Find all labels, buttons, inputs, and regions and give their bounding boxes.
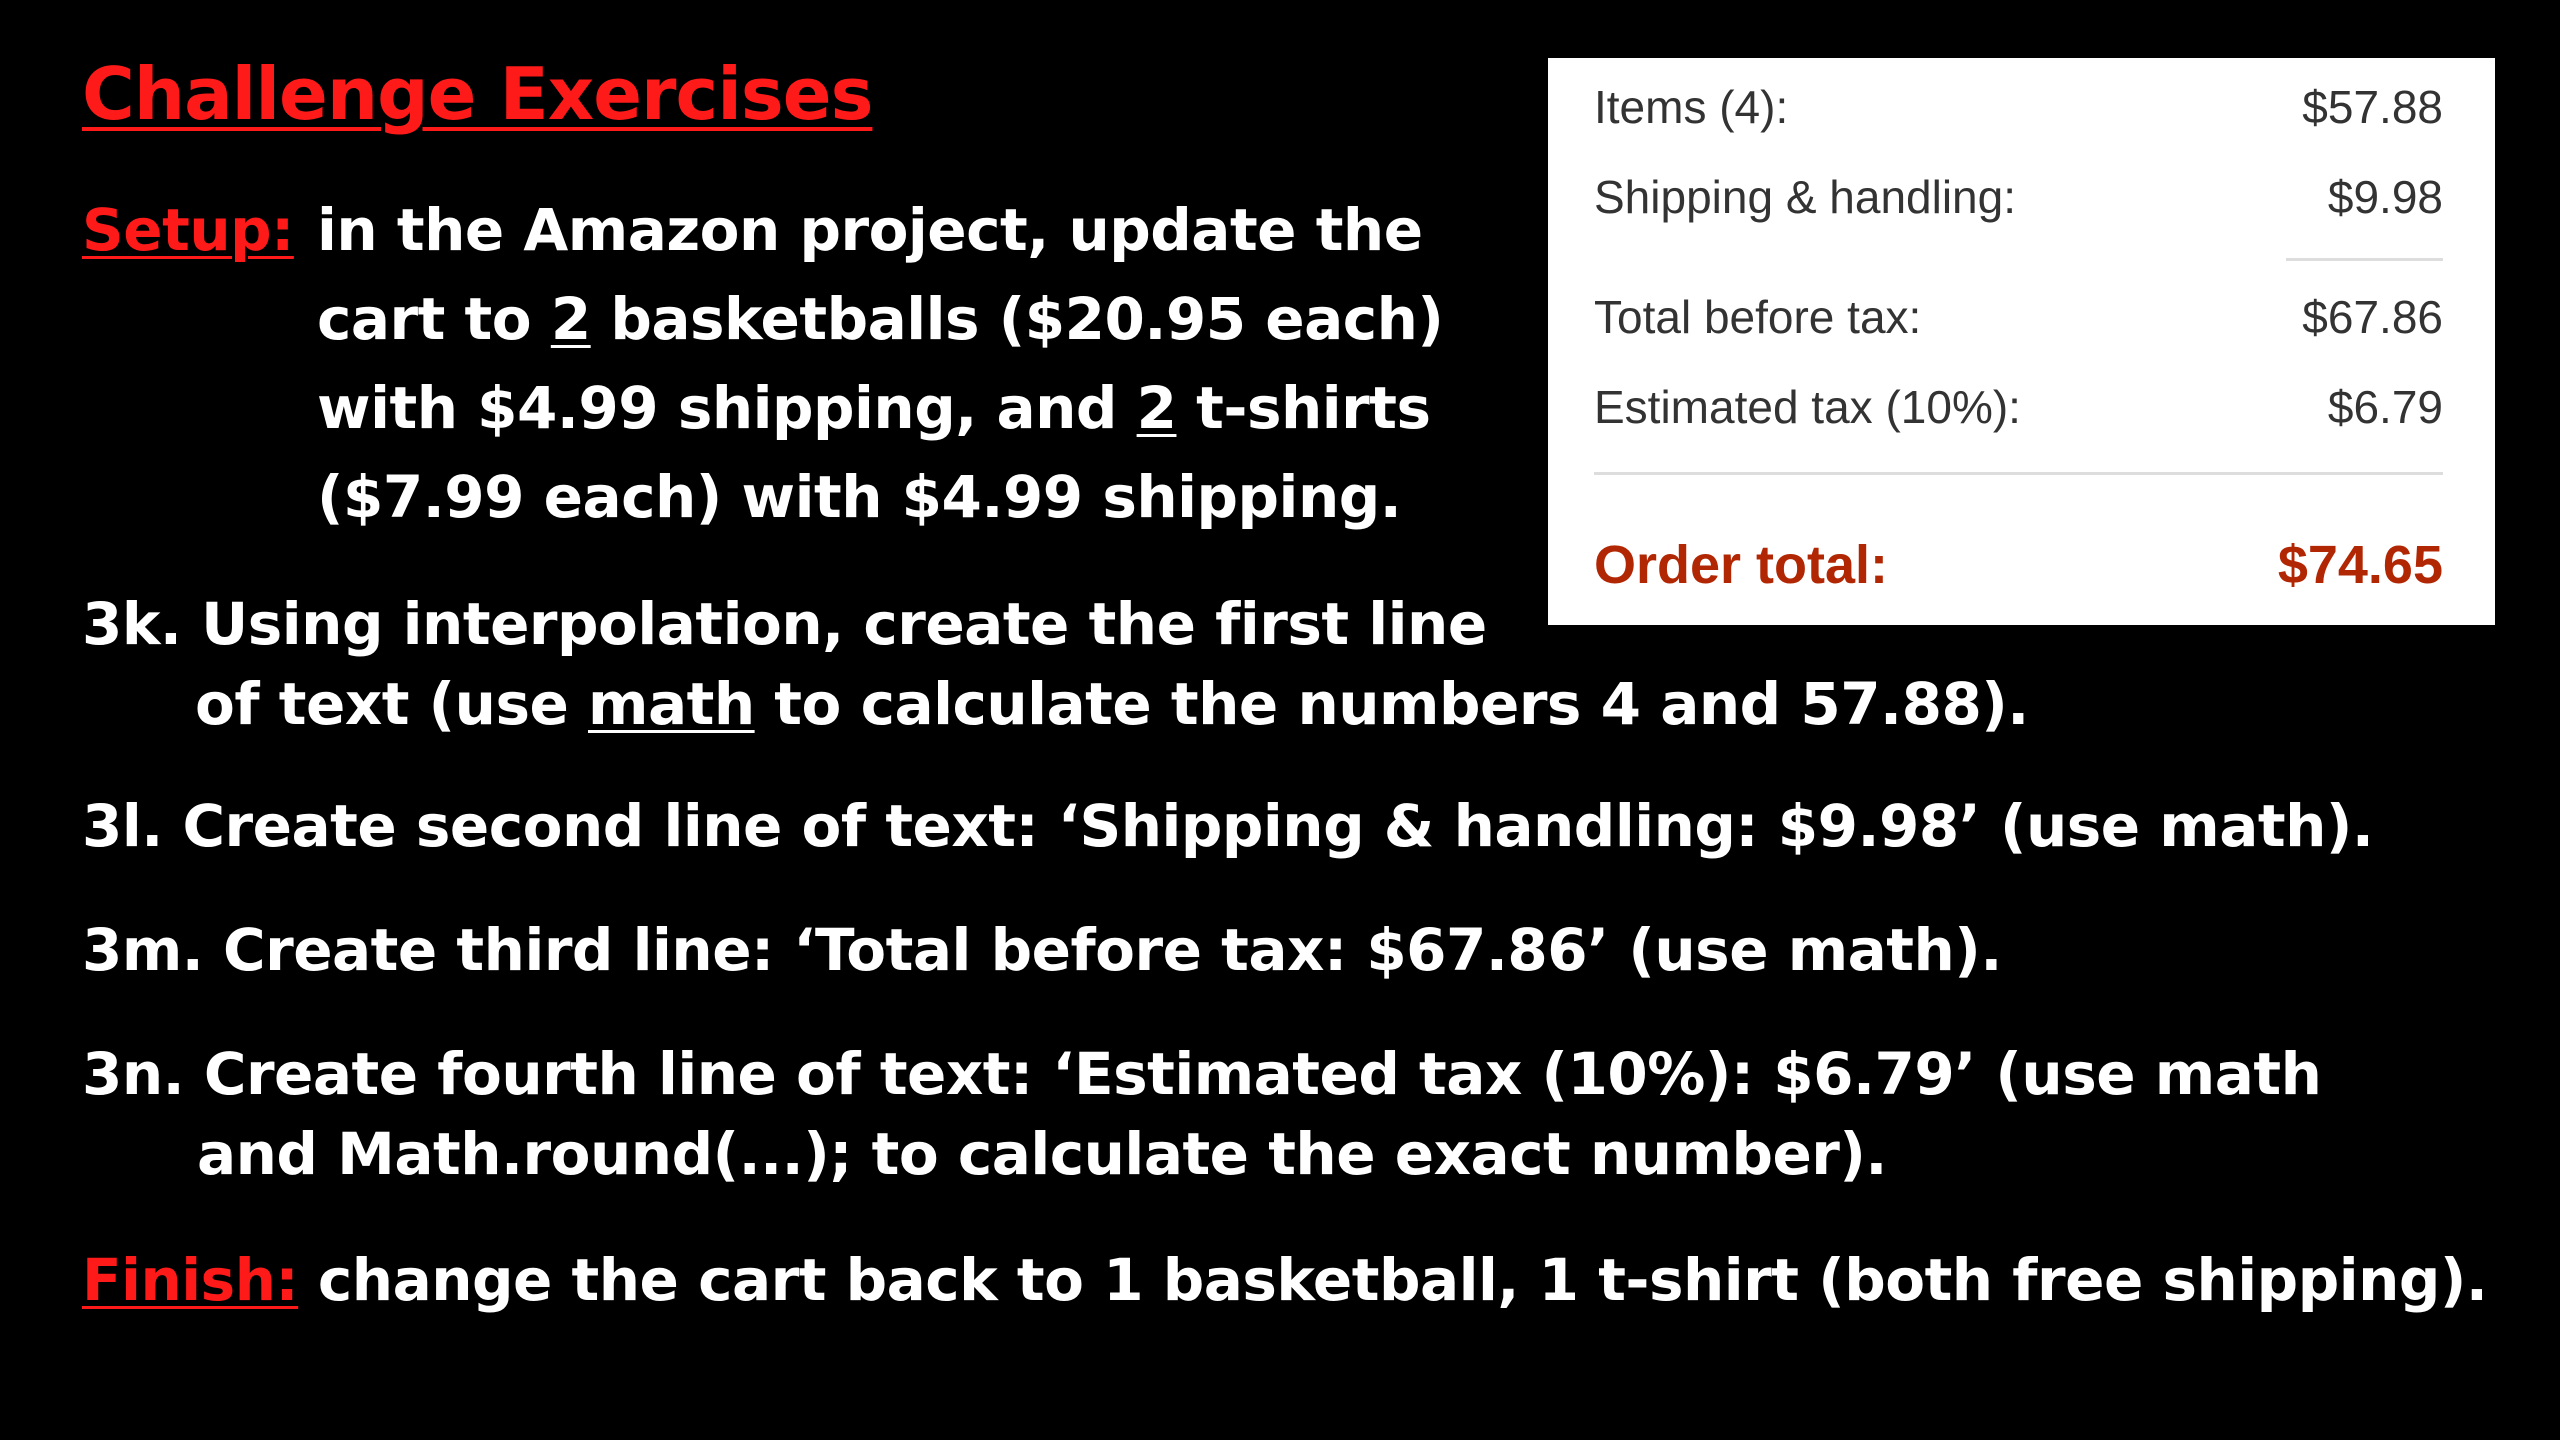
setup-line-2-pre: cart to: [317, 285, 551, 353]
exercise-3m: [82, 910, 2002, 990]
exercise-3l: [82, 786, 2373, 866]
items-row: [1594, 80, 2443, 134]
finish-block: [82, 1240, 2487, 1320]
tax-row: [1594, 380, 2443, 434]
setup-text: [317, 186, 1443, 542]
setup-line-1: in the Amazon project, update the: [317, 196, 1423, 264]
basketball-count: 2: [550, 285, 591, 353]
setup-line-2: [317, 275, 1443, 364]
tax-value: $6.79: [2327, 381, 2443, 433]
before-tax-row: [1594, 290, 2443, 344]
exercise-text-pre: of text (use: [195, 670, 589, 738]
total-divider: [1594, 472, 2443, 475]
finish-text: change the cart back to 1 basketball, 1 t-shirt (both free shipping).: [317, 1246, 2488, 1314]
math-emphasis: math: [588, 670, 755, 738]
setup-line-3-post: t-shirts: [1176, 374, 1431, 442]
order-total-label: Order total:: [1594, 535, 1889, 595]
exercise-text-line-1: Create fourth line of text: ‘Estimated tax (10%): $6.79’ (use math: [203, 1040, 2322, 1108]
items-value: $57.88: [2302, 81, 2443, 133]
shipping-label: Shipping & handling:: [1594, 171, 2016, 223]
items-label: Items (4):: [1594, 81, 1789, 133]
exercise-text-line-2: and Math.round(...); to calculate the exact number).: [197, 1120, 1887, 1188]
exercise-number: 3m.: [82, 916, 204, 984]
exercise-text: Create second line of text: ‘Shipping & handling: $9.98’ (use math).: [182, 792, 2374, 860]
order-total-value: $74.65: [2277, 535, 2443, 595]
exercise-text: Create third line: ‘Total before tax: $67.86’ (use math).: [223, 916, 2002, 984]
setup-label: Setup:: [82, 196, 294, 264]
exercise-number: 3n.: [82, 1040, 185, 1108]
shipping-value: $9.98: [2327, 171, 2443, 223]
exercise-3n: [82, 1034, 2321, 1194]
setup-block: [82, 186, 1502, 546]
slide-title: Challenge Exercises: [82, 52, 873, 136]
exercise-number: 3l.: [82, 792, 163, 860]
setup-line-4: ($7.99 each) with $4.99 shipping.: [317, 463, 1402, 531]
before-tax-value: $67.86: [2302, 291, 2443, 343]
finish-label: Finish:: [82, 1246, 299, 1314]
exercise-text-line-2: [82, 664, 2029, 744]
subtotal-divider: [2286, 258, 2443, 261]
exercise-number: 3k.: [82, 590, 182, 658]
setup-line-3: [317, 364, 1443, 453]
setup-line-3-pre: with $4.99 shipping, and: [317, 374, 1137, 442]
setup-line-2-post: basketballs ($20.95 each): [590, 285, 1444, 353]
shipping-row: [1594, 170, 2443, 224]
exercise-text-line-1: Using interpolation, create the first line: [201, 590, 1487, 658]
tshirt-count: 2: [1136, 374, 1177, 442]
before-tax-label: Total before tax:: [1594, 291, 1922, 343]
order-summary-box: [1548, 58, 2495, 625]
exercise-text-post: to calculate the numbers 4 and 57.88).: [754, 670, 2029, 738]
tax-label: Estimated tax (10%):: [1594, 381, 2021, 433]
order-total-row: [1594, 534, 2443, 596]
